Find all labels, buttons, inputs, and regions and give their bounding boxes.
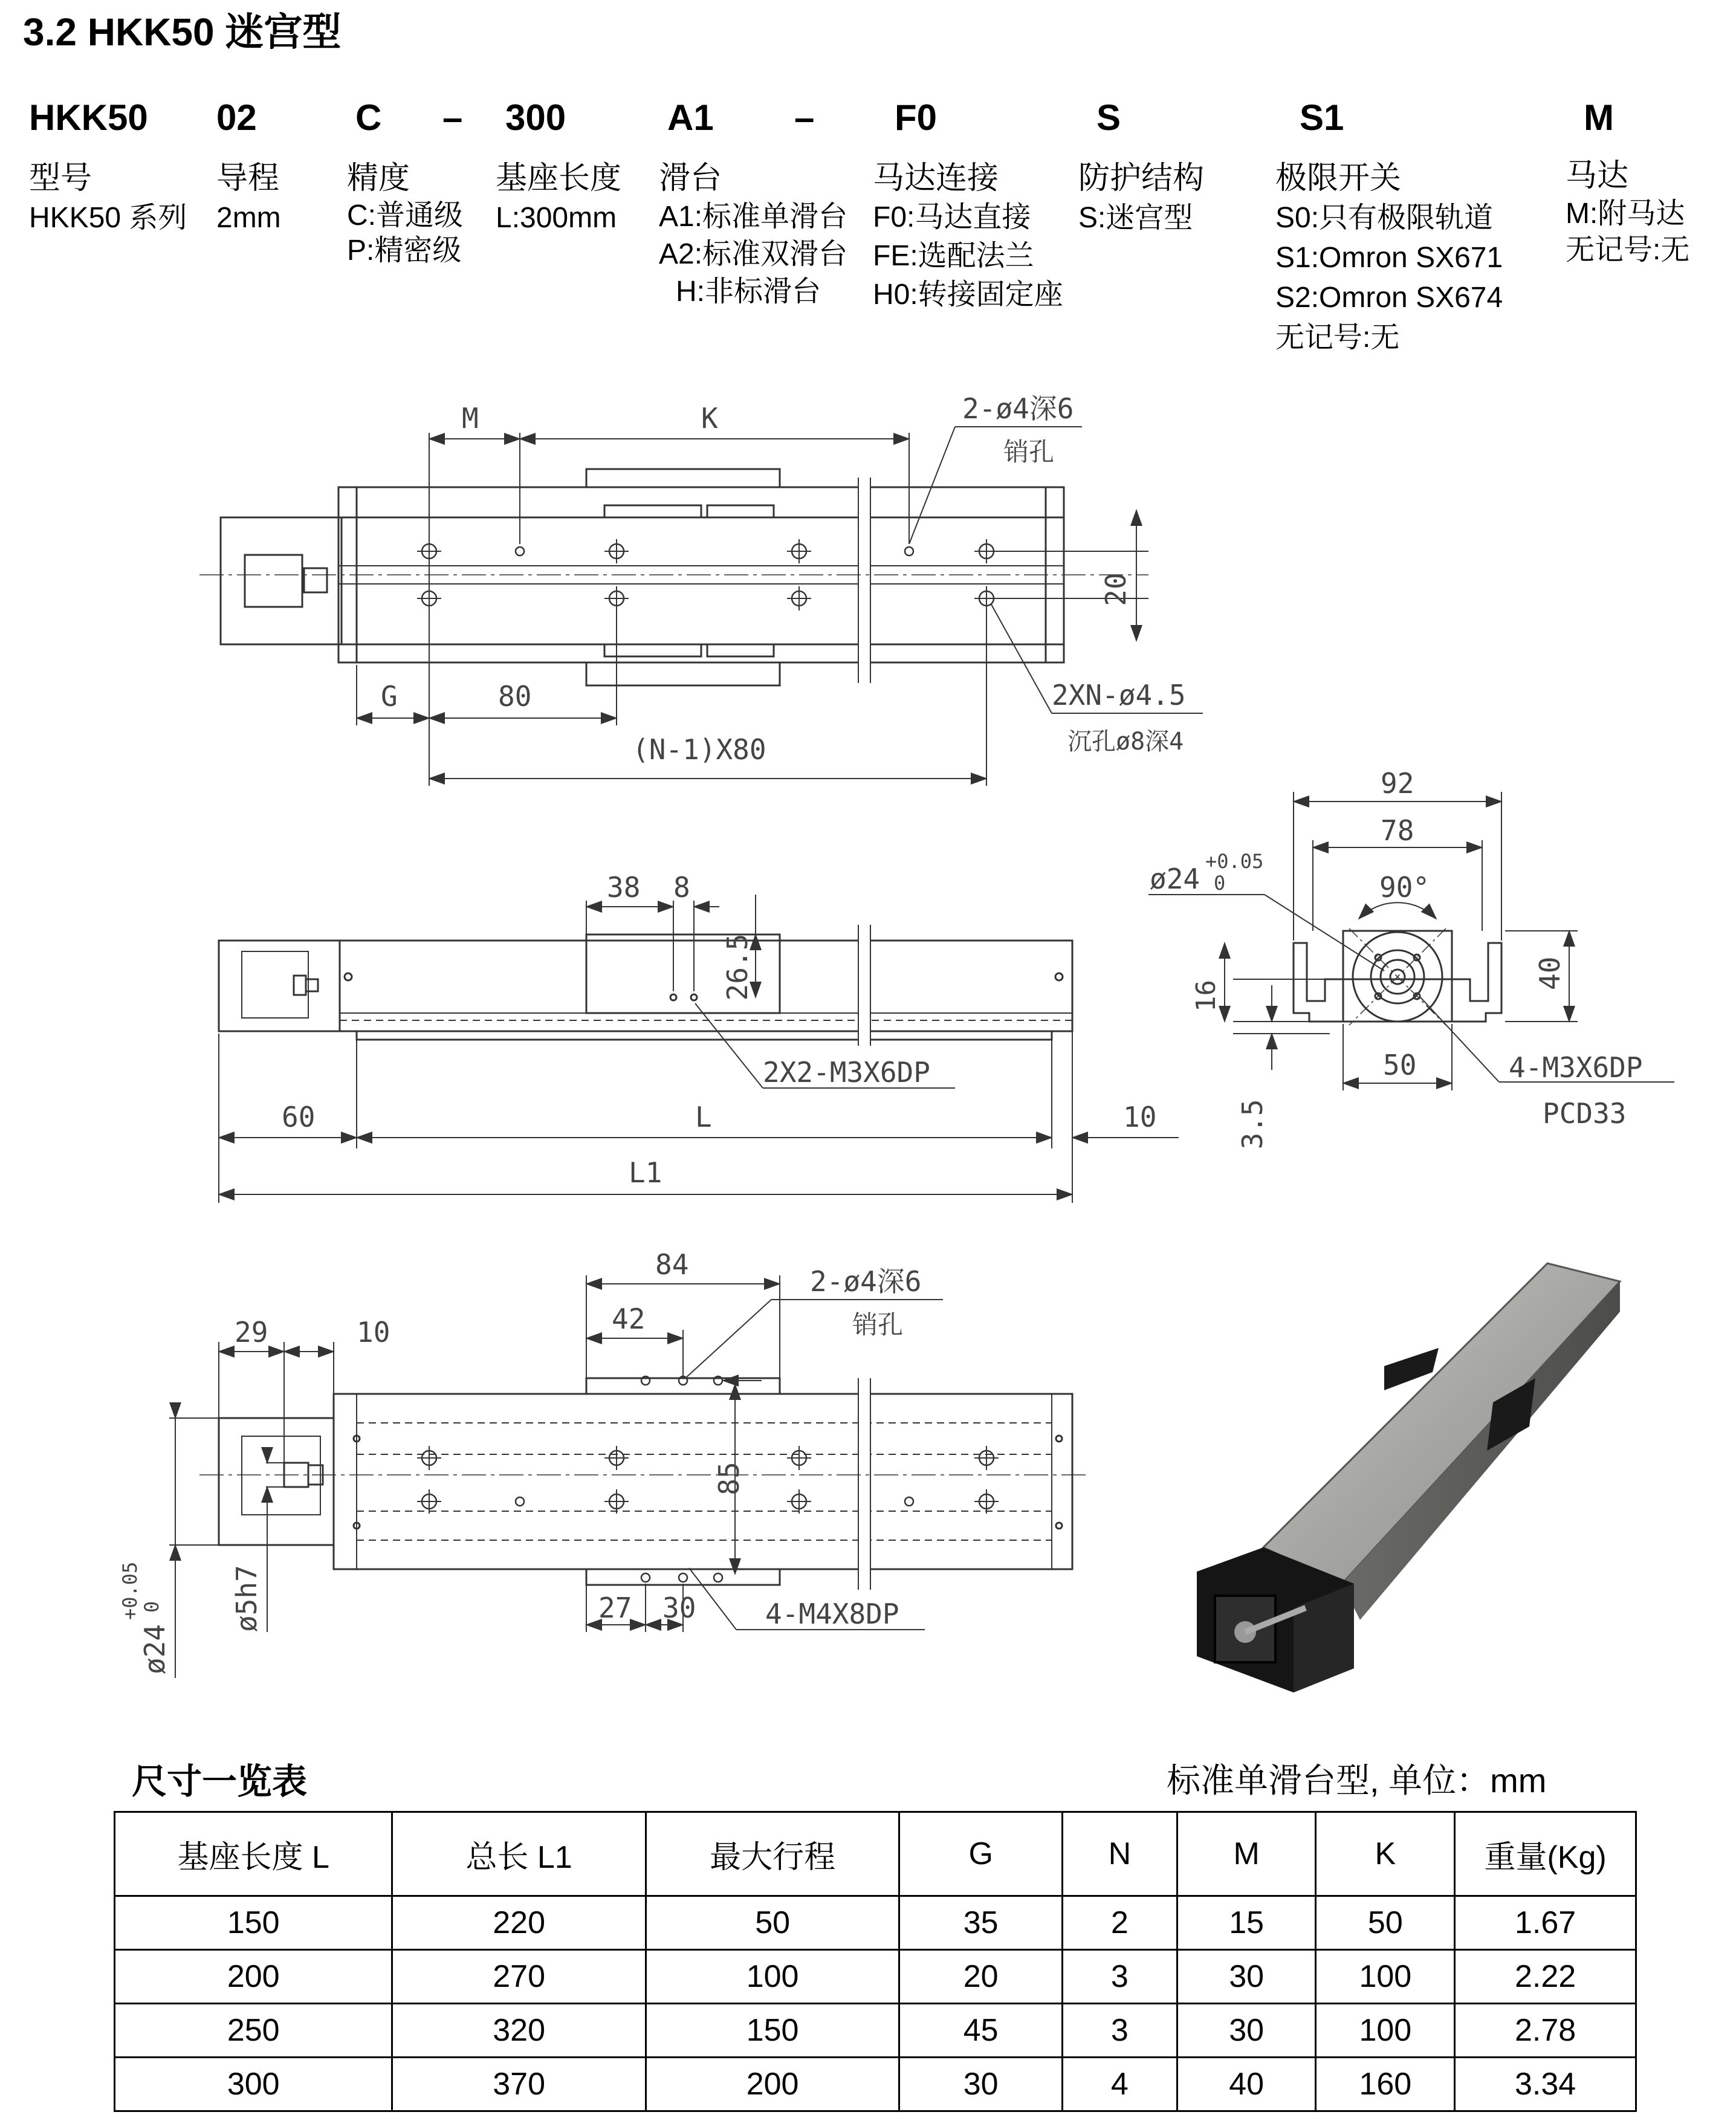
bottom-pin-hole-sub: 销孔 <box>852 1310 904 1339</box>
bottom-bore-tol-up: +0.05 <box>118 1561 141 1620</box>
cell: 4 <box>1063 2058 1177 2111</box>
table-header-row <box>115 1812 1636 1896</box>
cell: 35 <box>899 1896 1063 1950</box>
header-g: G <box>899 1812 1063 1896</box>
dim-l1: L1 <box>629 1156 662 1189</box>
desc-slide: 滑台 A1:标准单滑台 A2:标准双滑台 H:非标滑台 <box>659 161 848 308</box>
dim-8: 8 <box>673 871 690 904</box>
cell: 2 <box>1063 1896 1177 1950</box>
code-model: HKK50 <box>29 97 148 138</box>
product-photo <box>1197 1263 1620 1692</box>
cell: 2.22 <box>1455 1950 1636 2004</box>
cell: 150 <box>115 1896 392 1950</box>
cell: 150 <box>646 2004 899 2058</box>
header-base-length: 基座长度 L <box>115 1812 392 1896</box>
cell: 320 <box>392 2004 646 2058</box>
table-row <box>115 2004 1636 2058</box>
dim-90-deg: 90° <box>1379 871 1430 904</box>
desc-protection: 防护结构 S:迷宫型 <box>1078 161 1205 234</box>
end-tap-label: 4-M3X6DP <box>1509 1051 1643 1084</box>
dim-26-5: 26.5 <box>721 933 754 1001</box>
bore-label: ø24 <box>1150 863 1200 895</box>
header-weight: 重量(Kg) <box>1455 1812 1636 1896</box>
cell: 50 <box>646 1896 899 1950</box>
dim-40: 40 <box>1534 956 1566 990</box>
end-view <box>1294 928 1501 1025</box>
desc-lead: 导程 2mm <box>216 161 281 234</box>
desc-precision: 精度 C:普通级 P:精密级 <box>347 161 464 267</box>
table-title: 尺寸一览表 <box>132 1762 308 1801</box>
desc-limit: 极限开关 S0:只有极限轨道 S1:Omron SX671 S2:Omron SX674 无记号:无 <box>1275 161 1503 354</box>
desc-model: 型号 HKK50 系列 <box>29 161 187 234</box>
cell: 3 <box>1063 2004 1177 2058</box>
bottom-view <box>199 1378 1088 1590</box>
header-n: N <box>1063 1812 1177 1896</box>
cell: 370 <box>392 2058 646 2111</box>
dim-84: 84 <box>655 1248 689 1281</box>
bottom-bore-label: ø24 <box>138 1624 171 1674</box>
bottom-pin-hole-label: 2-ø4深6 <box>810 1265 922 1298</box>
shaft-label: ø5h7 <box>230 1565 263 1632</box>
cell: 45 <box>899 2004 1063 2058</box>
bottom-view-labels <box>118 1248 921 1674</box>
header-m: M <box>1177 1812 1316 1896</box>
cell: 100 <box>646 1950 899 2004</box>
cell: 30 <box>1177 1950 1316 2004</box>
code-motor-conn: F0 <box>895 97 938 138</box>
dim-50: 50 <box>1383 1049 1417 1081</box>
desc-motor-conn: 马达连接 F0:马达直接 FE:选配法兰 H0:转接固定座 <box>873 161 1063 311</box>
side-view <box>219 925 1072 1046</box>
dim-27: 27 <box>598 1592 632 1624</box>
header-k: K <box>1316 1812 1455 1896</box>
dim-30: 30 <box>662 1592 696 1624</box>
table-row <box>115 1950 1636 2004</box>
cell: 200 <box>646 2058 899 2111</box>
cell: 300 <box>115 2058 392 2111</box>
cell: 20 <box>899 1950 1063 2004</box>
code-protection: S <box>1096 97 1121 138</box>
top-view <box>199 469 1148 685</box>
desc-motor: 马达 M:附马达 无记号:无 <box>1566 158 1690 266</box>
dim-k: K <box>701 402 718 435</box>
table-row <box>115 1896 1636 1950</box>
pcd-label: PCD33 <box>1543 1097 1627 1130</box>
dim-l: L <box>695 1101 712 1133</box>
dim-3-5: 3.5 <box>1236 1099 1269 1150</box>
tap-label: 2X2-M3X6DP <box>763 1056 930 1089</box>
code-length: 300 <box>505 97 566 138</box>
dim-85: 85 <box>713 1462 745 1495</box>
table-unit: 标准单滑台型, 单位：mm <box>1167 1761 1547 1799</box>
dim-29: 29 <box>235 1316 268 1349</box>
cell: 2.78 <box>1455 2004 1636 2058</box>
code-lead: 02 <box>216 97 257 138</box>
dim-16: 16 <box>1191 980 1222 1012</box>
cell: 1.67 <box>1455 1896 1636 1950</box>
bottom-bore-tol-dn: 0 <box>140 1601 163 1613</box>
dim-pitch: (N-1)X80 <box>632 733 766 766</box>
cell: 200 <box>115 1950 392 2004</box>
header-total-length: 总长 L1 <box>392 1812 646 1896</box>
desc-length: 基座长度 L:300mm <box>496 161 622 234</box>
dim-20: 20 <box>1100 572 1132 606</box>
dim-g: G <box>381 680 398 713</box>
dim-80: 80 <box>498 680 532 713</box>
table-row <box>115 2058 1636 2111</box>
dim-60: 60 <box>282 1101 316 1133</box>
pin-hole-sub: 销孔 <box>1003 437 1055 467</box>
cell: 3 <box>1063 1950 1177 2004</box>
dim-42: 42 <box>612 1303 646 1335</box>
code-limit: S1 <box>1300 97 1344 138</box>
dim-m: M <box>462 402 479 435</box>
pin-hole-label: 2-ø4深6 <box>962 392 1074 425</box>
technical-drawings <box>0 363 1736 1729</box>
code-dash-1: – <box>442 97 463 138</box>
page-title: 3.2 HKK50 迷宫型 <box>23 10 342 54</box>
cell: 3.34 <box>1455 2058 1636 2111</box>
dim-92: 92 <box>1381 767 1414 800</box>
mount-hole-sub: 沉孔ø8深4 <box>1067 728 1184 756</box>
bore-tol-up: +0.05 <box>1205 850 1264 873</box>
bottom-tap-label: 4-M4X8DP <box>765 1598 899 1630</box>
dim-78: 78 <box>1381 814 1414 847</box>
cell: 40 <box>1177 2058 1316 2111</box>
dim-10b: 10 <box>357 1316 390 1349</box>
dimension-table <box>114 1811 1637 2112</box>
cell: 100 <box>1316 1950 1455 2004</box>
dim-10: 10 <box>1123 1101 1157 1133</box>
cell: 270 <box>392 1950 646 2004</box>
header-max-stroke: 最大行程 <box>646 1812 899 1896</box>
dim-38: 38 <box>607 871 641 904</box>
bore-tol-dn: 0 <box>1214 872 1226 895</box>
cell: 220 <box>392 1896 646 1950</box>
cell: 250 <box>115 2004 392 2058</box>
top-view-labels <box>381 392 1186 766</box>
code-dash-2: – <box>794 97 815 138</box>
code-precision: C <box>355 97 382 138</box>
cell: 100 <box>1316 2004 1455 2058</box>
bottom-view-holes <box>417 1376 999 1582</box>
mount-hole-label: 2XN-ø4.5 <box>1052 679 1186 711</box>
cell: 30 <box>1177 2004 1316 2058</box>
code-motor: M <box>1584 97 1614 138</box>
cell: 15 <box>1177 1896 1316 1950</box>
cell: 30 <box>899 2058 1063 2111</box>
side-view-labels <box>282 871 1156 1189</box>
cell: 50 <box>1316 1896 1455 1950</box>
code-slide: A1 <box>667 97 714 138</box>
cell: 160 <box>1316 2058 1455 2111</box>
